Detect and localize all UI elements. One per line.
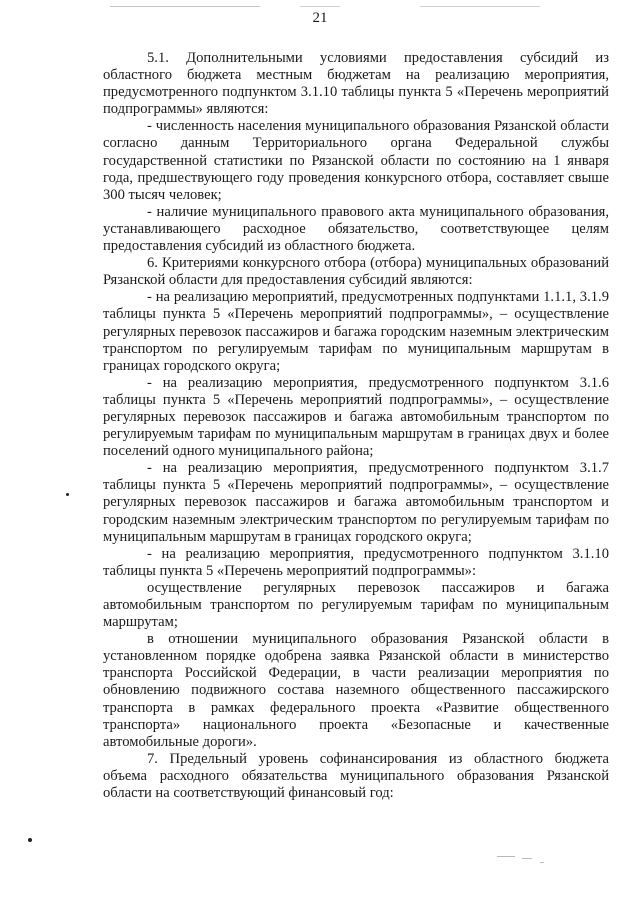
paragraph: - наличие муниципального правового акта муниципального образования, устанавливающего расходное обязательство, соответствующее целям предоставления субсидий из областного бюджета. — [103, 203, 609, 255]
document-body — [103, 50, 609, 802]
paragraph: - численность населения муниципального образования Рязанской области согласно данным Территориального органа Федеральной службы государственной статистики по Рязанской области по состоянию на 1 января года, предшествующего году проведения конкурсного отбора, составляет свыше 300 тысяч человек; — [103, 118, 609, 203]
scan-artifact — [540, 862, 544, 863]
paragraph: в отношении муниципального образования Рязанской области в установленном порядке одобрена заявка Рязанской области в министерство транспорта Российской Федерации, в части реализации мероприятия по обновлению подвижного состава наземного общественного пассажирского транспорта в рамках федерального проекта «Развитие общественного транспорта» национального проекта «Безопасные и качественные автомобильные дороги». — [103, 631, 609, 750]
paragraph: - на реализацию мероприятий, предусмотренных подпунктами 1.1.1, 3.1.9 таблицы пункта 5 «Перечень мероприятий подпрограммы», – осуществление регулярных перевозок пассажиров и багажа городским наземным электрическим транспортом по регулируемым тарифам по муниципальным маршрутам в границах городского округа; — [103, 289, 609, 374]
scan-artifact — [66, 493, 69, 496]
scan-artifact — [300, 6, 340, 7]
paragraph: 5.1. Дополнительными условиями предоставления субсидий из областного бюджета местным бюджетам на реализацию мероприятия, предусмотренного подпунктом 3.1.10 таблицы пункта 5 «Перечень мероприятий подпрограммы» являются: — [103, 50, 609, 118]
paragraph: - на реализацию мероприятия, предусмотренного подпунктом 3.1.10 таблицы пункта 5 «Перечень мероприятий подпрограммы»: — [103, 545, 609, 579]
paragraph: 7. Предельный уровень софинансирования из областного бюджета объема расходного обязательства муниципального образования Рязанской области на соответствующий финансовый год: — [103, 750, 609, 802]
paragraph: 6. Критериями конкурсного отбора (отбора) муниципальных образований Рязанской области для предоставления субсидий являются: — [103, 255, 609, 289]
paragraph: осуществление регулярных перевозок пассажиров и багажа автомобильным транспортом по регулируемым тарифам по муниципальным маршрутам; — [103, 579, 609, 631]
scan-artifact — [28, 838, 32, 842]
scan-artifact — [522, 858, 532, 859]
paragraph: - на реализацию мероприятия, предусмотренного подпунктом 3.1.7 таблицы пункта 5 «Перечень мероприятий подпрограммы», – осуществление регулярных перевозок пассажиров и багажа автомобильным транспортом и городским наземным электрическим транспортом по регулируемым тарифам по муниципальным маршрутам в границах городского округа; — [103, 460, 609, 545]
scan-artifact — [497, 856, 515, 857]
scan-artifact — [420, 6, 540, 7]
scan-artifact — [110, 6, 260, 7]
paragraph: - на реализацию мероприятия, предусмотренного подпунктом 3.1.6 таблицы пункта 5 «Перечень мероприятий подпрограммы», – осуществление регулярных перевозок пассажиров и багажа автомобильным транспортом по регулируемым тарифам по муниципальным маршрутам в границах двух и более поселений одного муниципального района; — [103, 374, 609, 460]
page-number: 21 — [312, 10, 328, 26]
